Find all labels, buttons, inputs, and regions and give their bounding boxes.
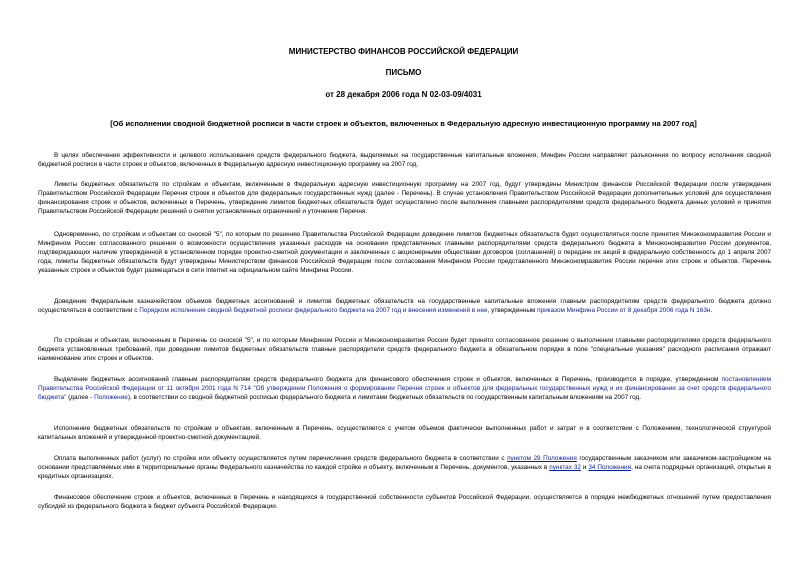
paragraph-2: Лимиты бюджетных обязательств по стройкам и объектам, включенным в Федеральную адресную инвестиционную программу на 2007 год, будут утверждены Министром финансов Российской Федерации после утверждения Правительством Российской Федерации Перечня строек и объектов для федеральных государственных нужд (далее - Перечень). В случае установления Правительством Российской Федерации дополнительных условий для осуществления финансирования строек и объектов, включенных в Перечень, утверждение лимитов бюджетных обязательств будет осуществлено после выполнения главными распорядителями средств федерального бюджета данных условий и принятия Правительством Российской Федерации решений о снятии установленных ограничений и уточнение Перечня. [38,181,771,215]
paragraph-9: Финансовое обеспечение строек и объектов, включенных в Перечень и находящихся в государственной собственности субъектов Российской Федерации, осуществляется в порядке межбюджетных отношений путем предоставления субсидий из федерального бюджета в бюджет субъекта Российской Федерации. [38,494,771,510]
link-regulation[interactable]: Положение [94,394,128,401]
paragraph-5: По стройкам и объектам, включенным в Перечень со сноской "5", и по которым Минфином России и Минэкономразвития России будет принято согласованное решение о выполнении главными распорядителями средств федерального бюджета установленных требований, при доведении лимитов бюджетных обязательств главные распорядители средств федерального бюджета в обязательном порядке в поле "специальные указания" расходного расписания отражают наименование этих строек и объектов. [38,337,771,362]
link-item-29[interactable]: пунктом 29 Положения [507,455,577,462]
ministry-heading: МИНИСТЕРСТВО ФИНАНСОВ РОССИЙСКОЙ ФЕДЕРАЦИИ [288,47,519,56]
paragraph-3: Одновременно, по стройкам и объектам со сноской "5", по которым по решению Правительства Российской Федерации доведение лимитов бюджетных обязательств будет осуществляться после принятия Минэкономразвития России и Минфином России согласованного решения о возможности осуществления указанных расходов на основании представленных главными распорядителями средств федерального бюджета в Минэкономразвития России документов, подтверждающих наличие утвержденной в установленном порядке проектно-сметной документации и заключенных с акционерными обществами договоров (соглашений) о передаче их акций в федеральную собственность до 1 апреля 2007 года, лимиты бюджетных обязательств будут утверждены Министерством финансов Российской Федерации после согласования Минфином России представленного Минэкономразвития России перечня этих строек и объектов. Перечень указанных строек и объектов будет размещаться в сети Internet на официальном сайте Минфина России. [38,231,771,274]
paragraph-1: В целях обеспечения эффективности и целевого использования средств федерального бюджета, выделяемых на государственные капитальные вложения, Минфин России направляет разъяснения по вопросу исполнения сводной бюджетной росписи в части строек и объектов, включенных в Федеральную адресную инвестиционную программу на 2007 год. [38,152,771,168]
link-minfin-order[interactable]: приказом Минфина России от 8 декабря 2006 года N 163н [537,307,711,314]
link-item-32[interactable]: пунктах 32 [549,464,581,471]
paragraph-4: Доведение Федеральным казначейством объемов бюджетных ассигнований и лимитов бюджетных обязательств на государственные капитальные вложения главным распорядителям средств федерального бюджета должно осуществляться в соответствии с Порядком исполнения сводной бюджетной росписи федерального бюджета на 2007 год и внесения изменений в нее, утвержденным приказом Минфина России от 8 декабря 2006 года N 163н. [38,298,771,314]
link-item-34[interactable]: 34 Положения [588,464,632,471]
date-number-heading: от 28 декабря 2006 года N 02-03-09/4031 [325,90,482,99]
link-government-decree[interactable]: постановлением Правительства Российской Федерации от 11 октября 2001 года N 714 "Об утверждении Положения о формировании Перечня строек и объектов для федеральных государственных нужд и их финансировании за счет средств федерального бюджета" [38,376,771,401]
subject-heading: [Об исполнении сводной бюджетной росписи в части строек и объектов, включенных в Федеральную адресную инвестиционную программу на 2007 год] [110,119,697,128]
paragraph-8: Оплата выполненных работ (услуг) по стройке или объекту осуществляется путем перечисления средств федерального бюджета в соответствии с пунктом 29 Положения государственным заказчиком или заказчиком-застройщиком на основании представляемых ими в территориальные органы Федерального казначейства по каждой стройке и объекту, включенным в Перечень, документов, указанных в пунктах 32 и 34 Положения, на счета подрядных организаций, открытые в кредитных организациях. [38,455,772,480]
paragraph-7: Исполнение бюджетных обязательств по стройкам и объектам, включенным в Перечень, осуществляется с учетом объемов фактически выполненных работ и затрат и в соответствии с Положением, технологической структурой капитальных вложений и утвержденной проектно-сметной документацией. [38,425,771,441]
link-budget-order[interactable]: Порядком исполнения сводной бюджетной росписи федерального бюджета на 2007 год и внесения изменений в нее [139,307,488,314]
doc-type-heading: ПИСЬМО [385,68,422,77]
paragraph-6: Выделение бюджетных ассигнований главным распорядителям средств федерального бюджета для финансового обеспечения строек и объектов, включенных в Перечень, производится в порядке, утвержденном постановлением Правительства Российской Федерации от 11 октября 2001 года N 714 "Об утверждении Положения о формировании Перечня строек и объектов для федеральных государственных нужд и их финансировании за счет средств федерального бюджета" (далее - Положение), в соответствии со сводной бюджетной росписью федерального бюджета и лимитами бюджетных обязательств по государственным капитальным вложениям на 2007 год. [38,376,771,401]
